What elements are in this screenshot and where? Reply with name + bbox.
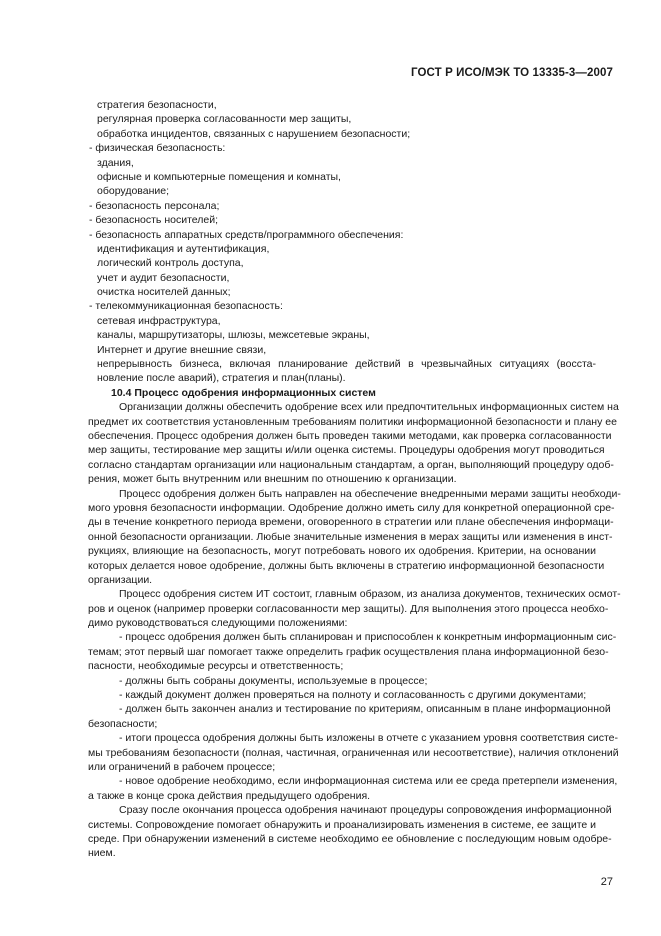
text-line: или ограничений в рабочем процессе; [88, 760, 276, 773]
text-line: мы требованиям безопасности (полная, частичная, ограниченная или несоответствие), наличия отклонений [88, 746, 619, 759]
document-code-header: ГОСТ Р ИСО/МЭК ТО 13335-3—2007 [411, 67, 613, 79]
text-line: онной безопасности организации. Любые значительные изменения в мерах защиты или изменения в инст- [88, 530, 613, 543]
text-line: обработка инцидентов, связанных с нарушением безопасности; [97, 127, 411, 140]
text-line: среде. При обнаружении изменений в системе необходимо ее обновление с последующим новым одобре- [88, 832, 612, 845]
text-line: димо руководствоваться следующими положениями: [88, 617, 348, 630]
section-heading: 10.4 Процесс одобрения информационных систем [111, 386, 376, 399]
text-line: каналы, маршрутизаторы, шлюзы, межсетевые экраны, [97, 329, 370, 342]
text-line: системы. Сопровождение помогает обнаружить и проанализировать изменения в системе, ее защите и [88, 818, 597, 831]
text-line: оборудование; [97, 185, 170, 198]
text-line: - должен быть закончен анализ и тестирование по критериям, описанным в плане информационной [119, 703, 611, 716]
text-line: идентификация и аутентификация, [97, 242, 270, 255]
text-line: - каждый документ должен проверяться на полноту и согласованность с другими документами; [119, 689, 587, 702]
text-line: - итоги процесса одобрения должны быть изложены в отчете с указанием уровня соответствия систе- [119, 732, 619, 745]
text-line: организации. [88, 573, 153, 586]
text-line: ров и оценок (например проверки согласованности мер защиты). Для выполнения этого процесса необхо- [88, 602, 609, 615]
text-line: согласно стандартам организации или национальным стандартам, а орган, выполняющий процедуру одоб- [88, 458, 614, 471]
text-line: ды в течение конкретного периода времени, оговоренного в стратегии или плане обеспечения информаци- [88, 516, 614, 529]
text-line: логический контроль доступа, [97, 257, 244, 270]
text-line: которых делается новое одобрение, должны быть включены в стратегию информационной безопасности [88, 559, 605, 572]
text-line: мер защиты, тестирование мер защиты и/или оценка системы. Процедуры одобрения могут проводиться [88, 444, 605, 457]
text-line: предмет их соответствия установленным требованиям политики информационной безопасности и плану ее [88, 415, 617, 428]
text-line: непрерывность бизнеса, включая планирование действий в чрезвычайных ситуациях (восста- [97, 358, 596, 371]
text-line: - безопасность персонала; [89, 199, 220, 212]
text-line: безопасности; [88, 717, 158, 730]
text-line: мого уровня безопасности информации. Одобрение должно иметь силу для конкретной операционной сре- [88, 501, 615, 514]
text-line: рукциях, влияющие на безопасность, могут потребовать нового их одобрения. Критерии, на основании [88, 545, 596, 558]
text-line: Интернет и другие внешние связи, [97, 343, 267, 356]
text-line: - телекоммуникационная безопасность: [89, 300, 283, 313]
text-line: здания, [97, 156, 134, 169]
text-line: офисные и компьютерные помещения и комнаты, [97, 170, 341, 183]
text-line: учет и аудит безопасности, [97, 271, 230, 284]
text-line: пасности, необходимые ресурсы и ответственность; [88, 660, 344, 673]
text-line: - безопасность носителей; [89, 214, 218, 227]
text-line: нием. [88, 847, 116, 860]
document-body [88, 98, 621, 861]
text-line: обеспечения. Процесс одобрения должен быть проведен такими методами, как проверка согласованности [88, 429, 612, 442]
text-line: - физическая безопасность: [89, 142, 226, 155]
text-line: рения, может быть внутренним или внешним по отношению к организации. [88, 473, 457, 486]
text-line: - новое одобрение необходимо, если информационная система или ее среда претерпели изменения, [119, 775, 618, 788]
text-line: Организации должны обеспечить одобрение всех или предпочтительных информационных систем на [119, 401, 619, 414]
text-line: темам; этот первый шаг помогает также определить график осуществления плана информационной безо- [88, 645, 609, 658]
text-line: - должны быть собраны документы, используемые в процессе; [119, 674, 428, 687]
text-line: новление после аварий), стратегия и план(планы). [97, 372, 346, 385]
text-line: - безопасность аппаратных средств/программного обеспечения: [89, 228, 404, 241]
text-line: стратегия безопасности, [97, 99, 217, 111]
text-line: а также в конце срока действия предыдущего одобрения. [88, 789, 371, 802]
text-line: сетевая инфраструктура, [97, 314, 221, 327]
text-line: Процесс одобрения систем ИТ состоит, главным образом, из анализа документов, технических осмот- [119, 588, 621, 601]
page-number: 27 [600, 876, 613, 888]
text-line: регулярная проверка согласованности мер защиты, [97, 113, 352, 126]
text-line: Сразу после окончания процесса одобрения начинают процедуры сопровождения информационной [119, 804, 612, 817]
text-line: очистка носителей данных; [97, 286, 231, 299]
text-line: Процесс одобрения должен быть направлен на обеспечение внедренными мерами защиты необходи- [119, 487, 621, 500]
text-line: - процесс одобрения должен быть спланирован и приспособлен к конкретным информационным сис- [119, 631, 617, 644]
